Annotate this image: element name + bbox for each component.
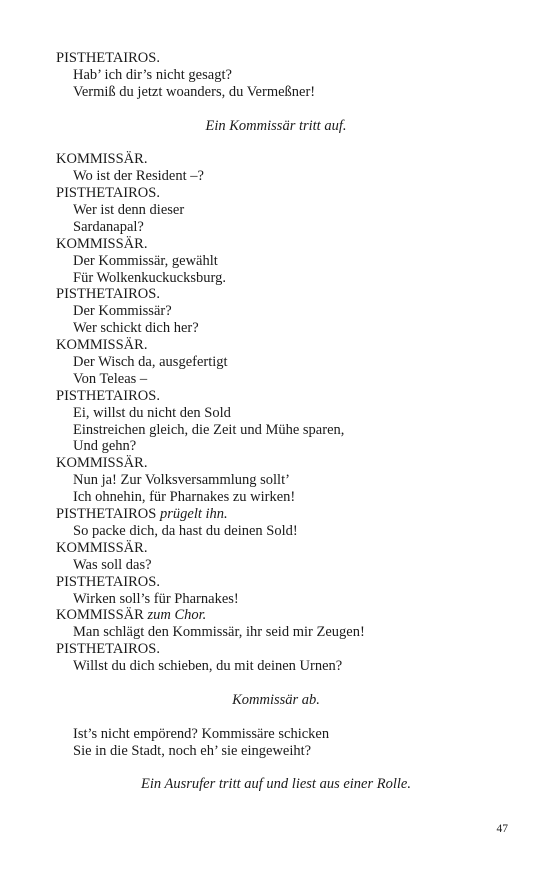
verse-text: Wer schickt dich her? <box>73 320 199 337</box>
verse-line <box>56 303 496 320</box>
speaker-text: KOMMISSÄR. <box>56 455 148 472</box>
verse-line <box>56 270 496 287</box>
speaker-text: KOMMISSÄR. <box>56 235 148 252</box>
verse-text: Was soll das? <box>73 556 152 573</box>
speaker-text: KOMMISSÄR. <box>56 337 148 354</box>
direction-text: Ein Ausrufer tritt auf und liest aus einer Rolle. <box>141 776 411 793</box>
speaker-name <box>56 641 496 658</box>
verse-text: Wo ist der Resident –? <box>73 168 204 185</box>
speaker-name <box>56 151 496 168</box>
verse-line <box>56 726 496 743</box>
inline-stage-direction: prügelt ihn. <box>159 506 228 523</box>
verse-text: Hab’ ich dir’s nicht gesagt? <box>73 66 232 83</box>
verse-text: Ei, willst du nicht den Sold <box>73 404 231 421</box>
verse-text: Vermiß du jetzt woanders, du Vermeßner! <box>73 83 316 100</box>
verse-line <box>56 743 496 760</box>
speaker-name <box>56 455 496 472</box>
verse-line <box>56 489 496 506</box>
blank-line <box>56 101 496 118</box>
blank-line <box>56 675 496 692</box>
verse-text: Wirken soll’s für Pharnakes! <box>73 590 239 607</box>
blank-line <box>56 759 496 776</box>
verse-text: Ist’s nicht empörend? Kommissäre schicken <box>73 725 330 742</box>
speaker-text: KOMMISSÄR. <box>56 539 148 556</box>
speaker-text: PISTHETAIROS. <box>56 641 160 658</box>
verse-line <box>56 84 496 101</box>
verse-line <box>56 472 496 489</box>
speaker-name <box>56 50 496 67</box>
speaker-name <box>56 540 496 557</box>
speaker-name <box>56 236 496 253</box>
speaker-text: PISTHETAIROS. <box>56 286 160 303</box>
verse-line <box>56 405 496 422</box>
verse-text: Von Teleas – <box>73 370 148 387</box>
verse-line <box>56 422 496 439</box>
verse-text: Ich ohnehin, für Pharnakes zu wirken! <box>73 489 296 506</box>
verse-line <box>56 219 496 236</box>
verse-text: Willst du dich schieben, du mit deinen Urnen? <box>73 658 343 675</box>
speaker-text: KOMMISSÄR <box>56 607 144 624</box>
verse-text: Einstreichen gleich, die Zeit und Mühe sparen, <box>73 421 345 438</box>
verse-line <box>56 591 496 608</box>
verse-text: Sie in die Stadt, noch eh’ sie eingeweiht? <box>73 742 312 759</box>
verse-text: Der Kommissär? <box>73 303 172 320</box>
blank-line <box>56 134 496 151</box>
speaker-name <box>56 388 496 405</box>
stage-direction <box>56 692 496 709</box>
verse-line <box>56 658 496 675</box>
verse-line <box>56 371 496 388</box>
speaker-text: KOMMISSÄR. <box>56 151 148 168</box>
verse-line <box>56 523 496 540</box>
speaker-text: PISTHETAIROS. <box>56 185 160 202</box>
verse-text: Für Wolkenkuckucksburg. <box>73 269 226 286</box>
direction-text: Kommissär ab. <box>232 691 320 708</box>
verse-line <box>56 624 496 641</box>
speaker-text: PISTHETAIROS. <box>56 387 160 404</box>
verse-text: Wer ist denn dieser <box>73 202 185 219</box>
stage-direction <box>56 118 496 135</box>
speaker-name <box>56 337 496 354</box>
verse-line <box>56 438 496 455</box>
blank-line <box>56 709 496 726</box>
verse-line <box>56 557 496 574</box>
play-text <box>56 50 496 793</box>
verse-text: So packe dich, da hast du deinen Sold! <box>73 522 298 539</box>
verse-text: Nun ja! Zur Volksversammlung sollt’ <box>73 472 290 489</box>
verse-text: Sardanapal? <box>73 218 144 235</box>
direction-text: Ein Kommissär tritt auf. <box>205 117 347 134</box>
speaker-name <box>56 286 496 303</box>
speaker-text: PISTHETAIROS. <box>56 573 160 590</box>
speaker-name <box>56 607 496 624</box>
verse-text: Der Kommissär, gewählt <box>73 252 218 269</box>
verse-line <box>56 320 496 337</box>
verse-line <box>56 67 496 84</box>
stage-direction <box>56 776 496 793</box>
verse-text: Der Wisch da, ausgefertigt <box>73 354 228 371</box>
speaker-text: PISTHETAIROS <box>56 506 157 523</box>
verse-line <box>56 202 496 219</box>
speaker-name <box>56 506 496 523</box>
verse-line <box>56 354 496 371</box>
speaker-name <box>56 185 496 202</box>
verse-text: Und gehn? <box>73 438 137 455</box>
verse-text: Man schlägt den Kommissär, ihr seid mir Zeugen! <box>73 624 365 641</box>
inline-stage-direction: zum Chor. <box>147 607 207 624</box>
verse-line <box>56 253 496 270</box>
page-number: 47 <box>496 823 508 835</box>
speaker-name <box>56 574 496 591</box>
verse-line <box>56 168 496 185</box>
speaker-text: PISTHETAIROS. <box>56 50 160 66</box>
